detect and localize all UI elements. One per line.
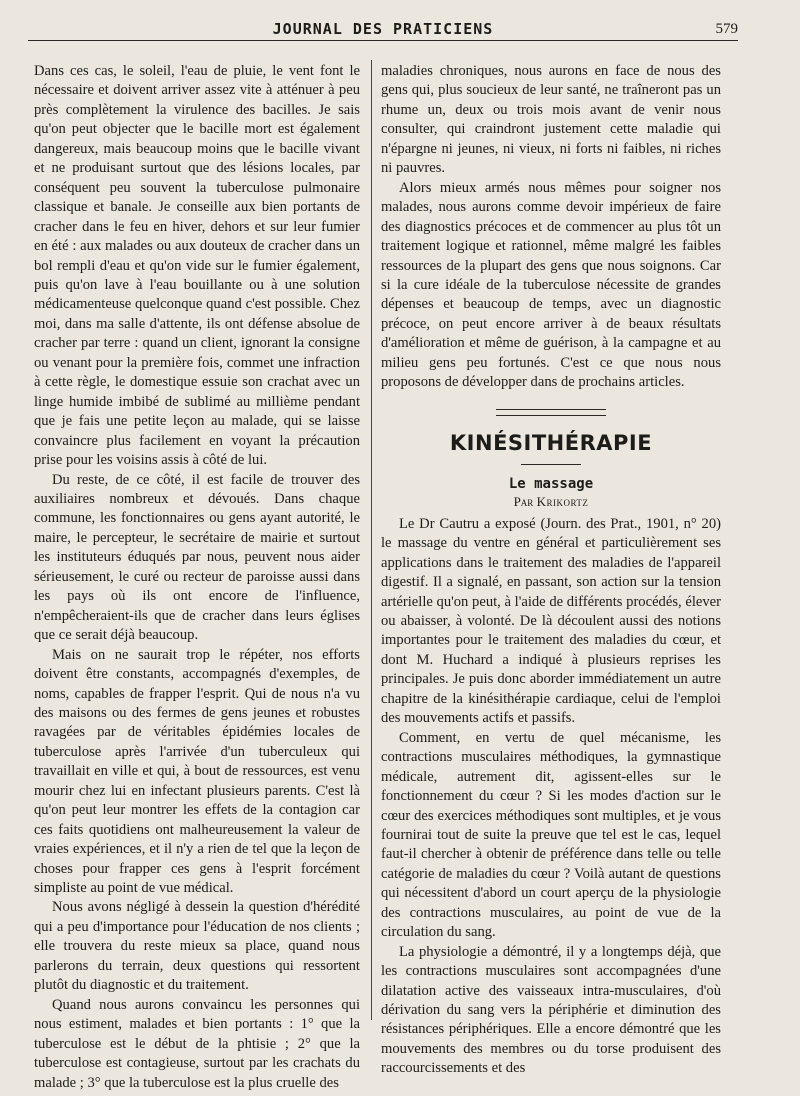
- paragraph: Dans ces cas, le soleil, l'eau de pluie, le vent font le nécessaire et doivent arriver assez vite à atténuer à peu près complètement la virulence des bacilles. Je sais qu'on peut objecter que le bacille mort est également dangereux, mais beaucoup moins que le bacille vivant et ne produisant surtout que des lésions locales, par conséquent peu souvent la tuberculose pulmonaire classique et banale. Je conseille aux bien portants de cracher dans le feu en hiver, dehors et sur leur fumier en été : aux malades ou aux douteux de cracher dans un bol rempli d'eau et qu'on vide sur le fumier également, puis qu'on lave à l'eau bouillante ou à une solution médicamenteuse quelconque quand c'est possible. Chez moi, dans ma salle d'attente, ils ont défense absolue de cracher par terre : quand un client, ignorant la consigne ou venant pour la première fois, commet une infraction à cette règle, le domestique essuie son crachat avec un linge humide imbibé de sublimé au millième pendant que je fais une petite leçon au malade, qui se laisse convaincre plus facilement en voyant la précaution prise pour les voisins assis à côté de lui.: [34, 63, 360, 469]
- paragraph: Le Dr Cautru a exposé (Journ. des Prat., 1901, n° 20) le massage du ventre en général et particulièrement ses applications dans le traitement des maladies de l'appareil digestif. Il a signalé, en passant, son action sur la tension artérielle qu'on peut, à l'aide de différents procédés, élever ou abaisser, à volonté. De là découlent aussi des notions importantes pour le traitement des maladies du cœur, et dont M. Huchard a indiqué à plusieurs reprises les principales. Je puis donc aborder immédiatement un autre chapitre de la kinésithérapie cardiaque, celui de l'emploi des mouvements actifs et passifs.: [381, 515, 721, 727]
- paragraph: Alors mieux armés nous mêmes pour soigner nos malades, nous aurons comme devoir impérieux de faire des diagnostics précoces et de commencer au plus tôt un traitement logique et rationnel, même malgré les faibles ressources de la plupart des gens que nous soignons. Car si la cure idéale de la tuberculose nécessite de grandes dépenses et beaucoup de temps, avec un diagnostic précoce, on peut encore arriver à de beaux résultats d'amélioration et même de guérison, à la campagne et au milieu gens peu fortunés. C'est ce que nous nous proposons de développer dans de prochains articles.: [381, 179, 721, 391]
- running-header: [28, 18, 738, 41]
- title-rule: [521, 464, 581, 465]
- left-column: [34, 62, 360, 1093]
- journal-title: JOURNAL DES PRATICIENS: [272, 20, 494, 38]
- column-divider: [371, 60, 372, 1020]
- paragraph: La physiologie a démontré, il y a longtemps déjà, que les contractions musculaires sont accompagnées d'une dilatation active des vaisseaux intra-musculaires, d'où dérivation du sang vers la périphérie et diminution des résistances périphériques. Elle a encore démontré que les mouvements des membres ou du torse produisent des raccourcissements et des: [381, 943, 721, 1077]
- section-separator: [496, 409, 606, 416]
- paragraph: Comment, en vertu de quel mécanisme, les contractions musculaires méthodiques, la gymnastique médicale, autrement dit, agissent-elles sur le fonctionnement du cœur ? Si les modes d'action sur le cœur des exercices méthodiques sont multiples, et je vous fournirai tout de suite la preuve que tel est le cas, lequel faut-il chercher à obtenir de préférence dans telle ou telle catégorie de maladies du cœur ? Voilà autant de questions qui nécessitent d'abord un court aperçu de la physiologie des contractions musculaires, au point de vue de la circulation du sang.: [381, 729, 721, 941]
- paragraph: Nous avons négligé à dessein la question d'hérédité qui a peu d'importance pour l'éducation de nos clients ; elle trouvera du reste mieux sa place, quand nous parlerons du terrain, deux questions qui ressortent plutôt du diagnostic et du traitement.: [34, 899, 360, 994]
- article-title: Le massage: [508, 475, 594, 492]
- page-number: 579: [715, 21, 738, 37]
- paragraph: Mais on ne saurait trop le répéter, nos efforts doivent être constants, accompagnés d'exemples, de noms, capables de frapper l'esprit. Qui de nous n'a vu des maisons ou des fermes de gens jeunes et robustes ravagées par de véritables épidémies locales de tuberculose après l'arrivée d'un tuberculeux qui travaillait en ville et qui, à bout de ressources, est venu mourir chez lui en infectant plusieurs parents. C'est là qu'on peut leur montrer les effets de la contagion car ces faits quotidiens ont malheureusement la valeur de vraies expériences, et il n'y a rien de tel que la leçon de choses pour frapper ces gens à l'esprit forcément simpliste au point de vue médical.: [34, 646, 360, 897]
- right-column: [381, 62, 721, 1079]
- section-title: KINÉSITHÉRAPIE: [449, 430, 653, 455]
- paragraph: maladies chroniques, nous aurons en face de nous des gens qui, plus soucieux de leur santé, ne traîneront pas un rhume un, deux ou trois mois avant de venir nous consulter, qui craindront justement cette maladie qui n'épargne ni jeunes, ni vieux, ni forts ni faibles, ni riches ni pauvres.: [381, 63, 721, 177]
- paragraph: Du reste, de ce côté, il est facile de trouver des auxiliaires nombreux et dévoués. Dans chaque commune, les fonctionnaires ou gens ayant autorité, le maire, le percepteur, le secrétaire de mairie et surtout les instituteurs éduqués par nous, peuvent nous aider sérieusement, le curé ou recteur de paroisse aussi dans les pays où ils ont encore de l'influence, n'empêcheraient-ils que de cracher dans leurs églises que ce serait déjà beaucoup.: [34, 471, 360, 644]
- author-prefix: Par: [513, 493, 534, 509]
- paragraph: Quand nous aurons convaincu les personnes qui nous estiment, malades et bien portants : 1° que la tuberculose est le début de la phtisie ; 2° que la tuberculose est contagieuse, surtout par les crachats du malade ; 3° que la tuberculose est la plus cruelle des: [34, 996, 360, 1091]
- author-name: Krikortz: [536, 493, 589, 509]
- author-byline: [381, 493, 721, 511]
